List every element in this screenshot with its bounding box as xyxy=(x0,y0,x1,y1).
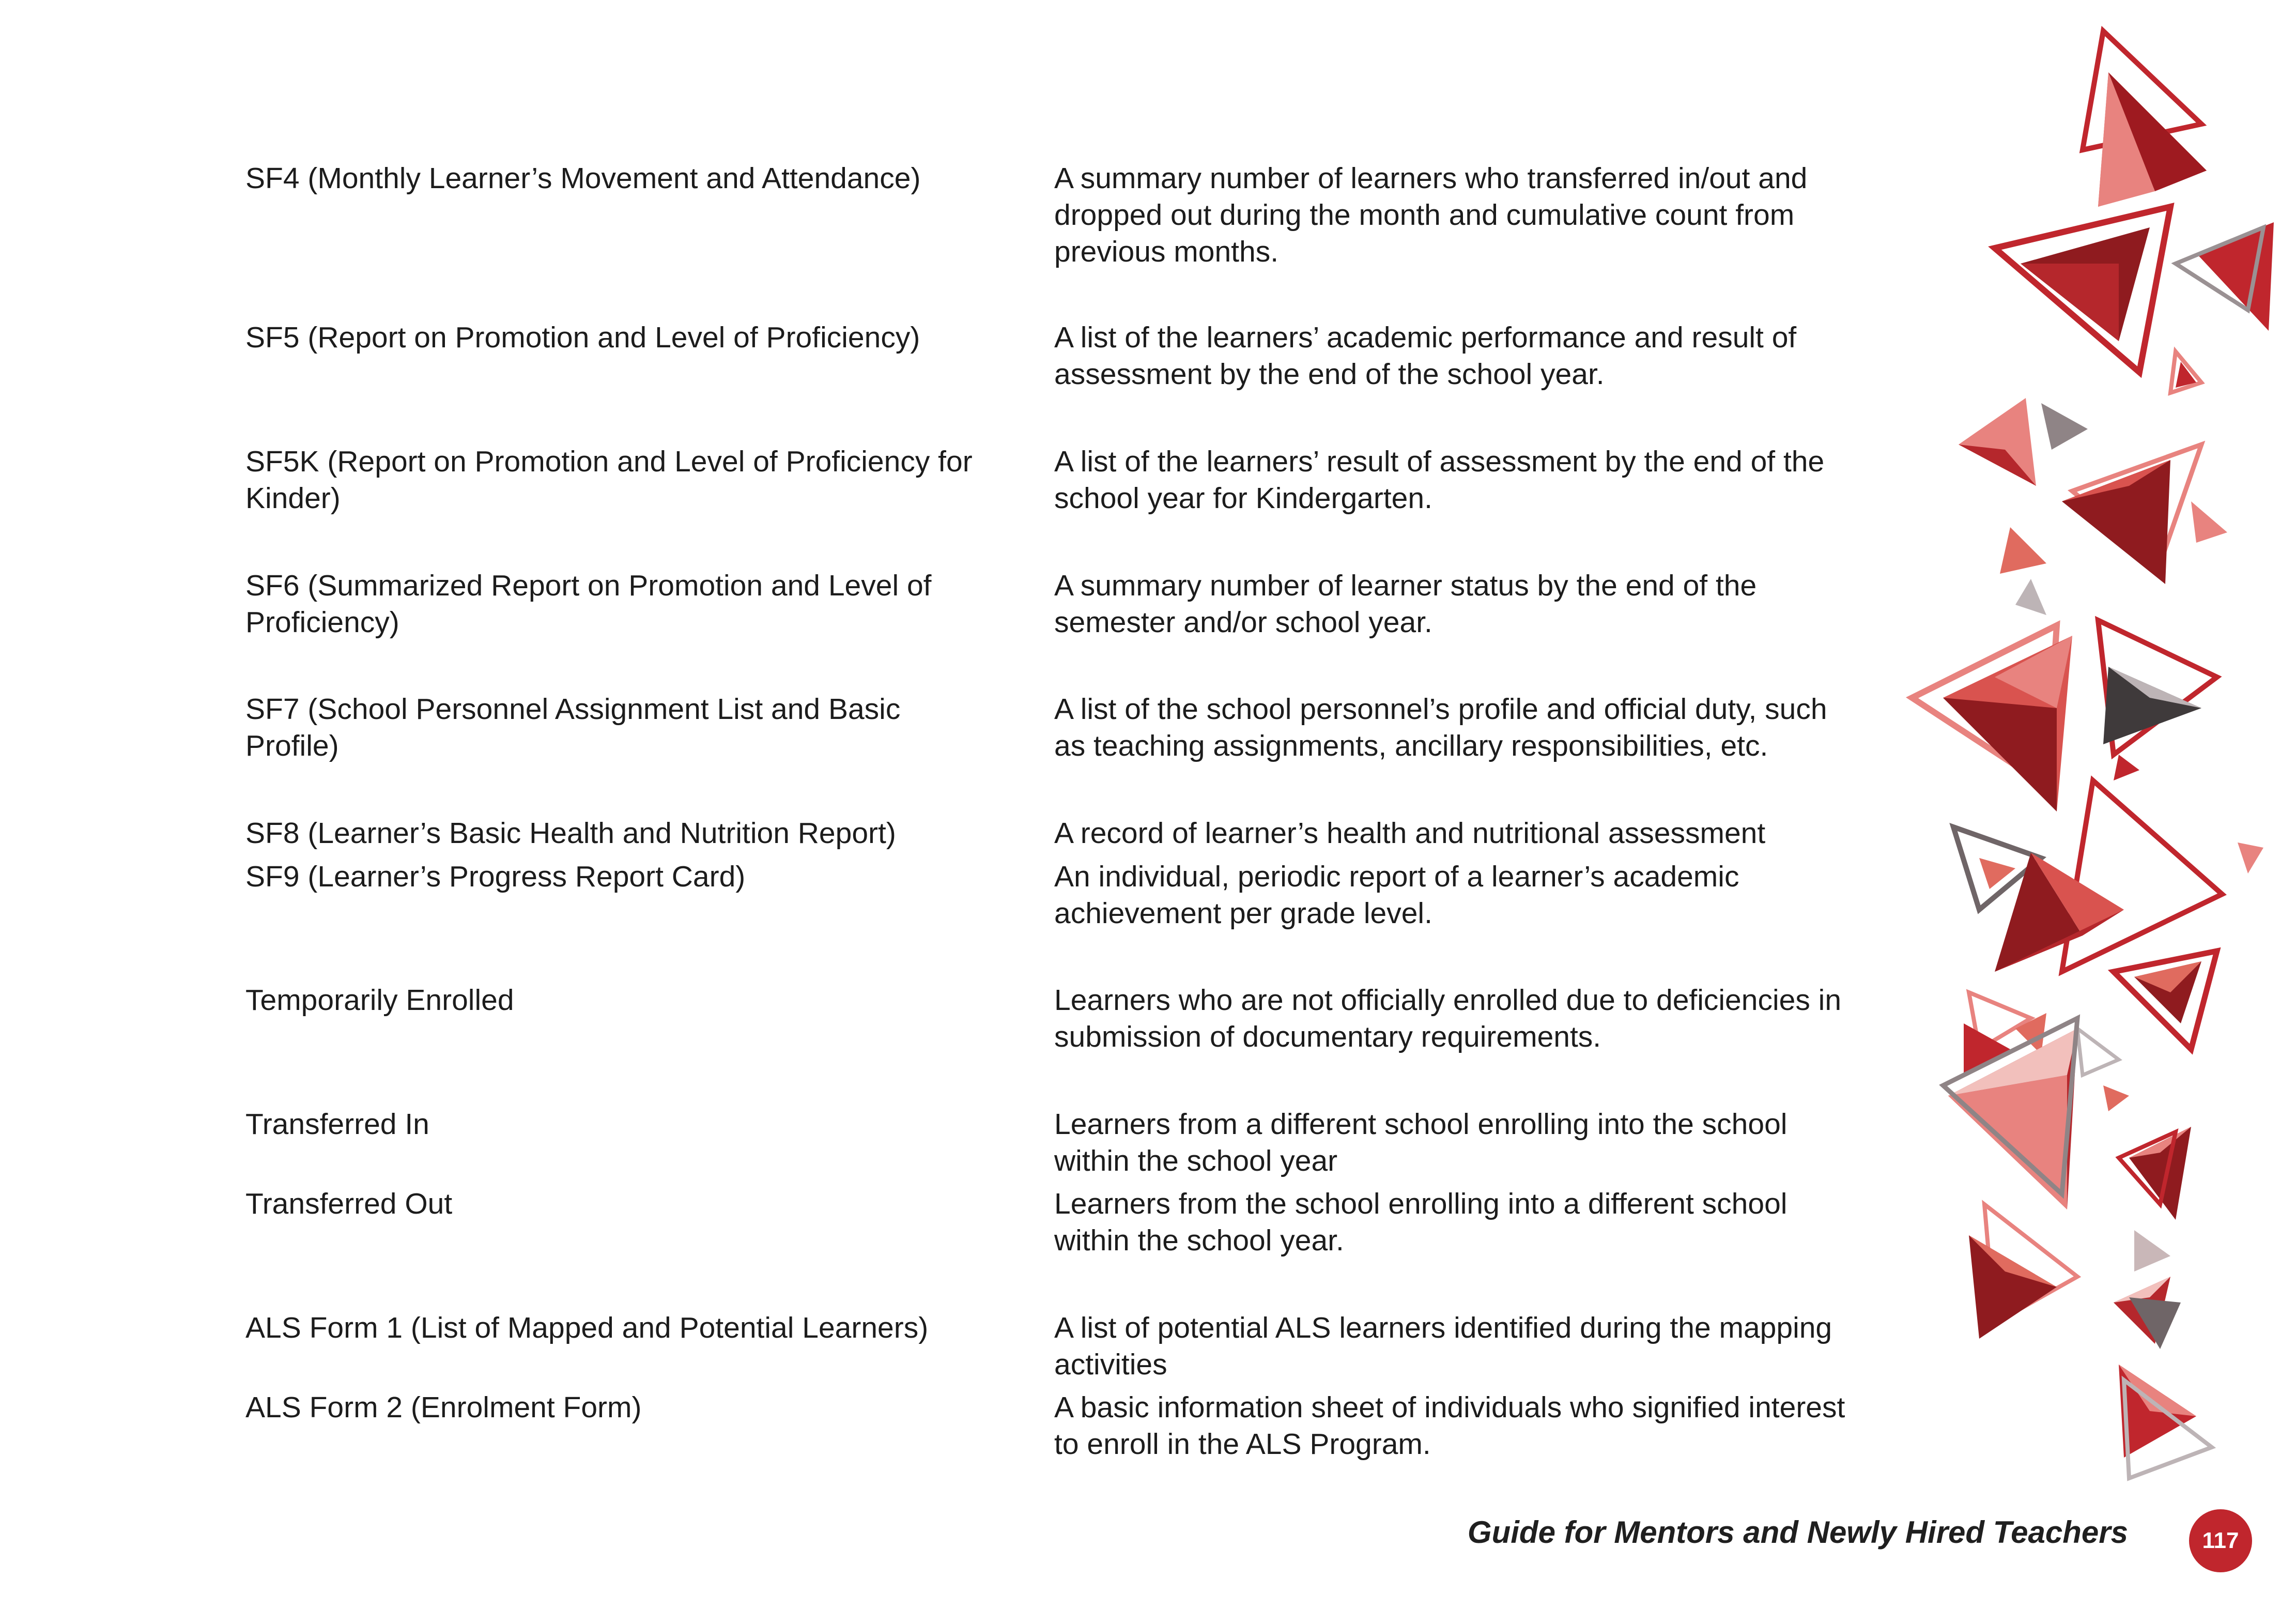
glossary-term: Transferred Out xyxy=(245,1187,453,1220)
glossary-term: SF7 (School Personnel Assignment List and Basic Profile) xyxy=(245,693,901,762)
triangle-cluster-lower xyxy=(1943,780,2263,1271)
glossary-term: SF6 (Summarized Report on Promotion and Level of Proficiency) xyxy=(245,569,932,639)
page-number-badge: 117 xyxy=(2189,1509,2252,1572)
glossary-definition: A list of the school personnel’s profile and official duty, such as teaching assignments, ancillary responsibilities, etc. xyxy=(1054,693,1827,762)
glossary-definition: A summary number of learners who transferred in/out and dropped out during the month and cumulative count from previous months. xyxy=(1054,162,1808,268)
glossary-term: Transferred In xyxy=(245,1108,429,1141)
triangle-cluster-bottom xyxy=(1969,1204,2212,1478)
glossary-definition: A list of the learners’ result of assessment by the end of the school year for Kindergarten. xyxy=(1054,445,1825,515)
glossary-definition: A list of the learners’ academic performance and result of assessment by the end of the school year. xyxy=(1054,321,1797,391)
glossary-definition: Learners from a different school enrolling into the school within the school year xyxy=(1054,1108,1788,1177)
glossary-definition: A basic information sheet of individuals who signified interest to enroll in the ALS Program. xyxy=(1054,1391,1845,1461)
glossary-definition: A record of learner’s health and nutritional assessment xyxy=(1054,817,1766,850)
glossary-definition: Learners from the school enrolling into a different school within the school year. xyxy=(1054,1187,1788,1257)
glossary-term: ALS Form 2 (Enrolment Form) xyxy=(245,1391,642,1424)
glossary-term: SF8 (Learner’s Basic Health and Nutrition Report) xyxy=(245,817,896,850)
red-triangle-pattern-icon xyxy=(1840,21,2296,1520)
glossary-definition: A summary number of learner status by the end of the semester and/or school year. xyxy=(1054,569,1757,639)
glossary-definition: Learners who are not officially enrolled due to deficiencies in submission of documentary requirements. xyxy=(1054,984,1842,1053)
glossary-term: SF5 (Report on Promotion and Level of Proficiency) xyxy=(245,321,920,354)
glossary-term: ALS Form 1 (List of Mapped and Potential Learners) xyxy=(245,1311,929,1344)
glossary-term: SF5K (Report on Promotion and Level of Proficiency for Kinder) xyxy=(245,445,973,515)
glossary-definition: An individual, periodic report of a learner’s academic achievement per grade level. xyxy=(1054,860,1739,930)
footer-title: Guide for Mentors and Newly Hired Teachers xyxy=(1467,1515,2128,1550)
glossary-term: SF9 (Learner’s Progress Report Card) xyxy=(245,860,746,893)
triangle-cluster-middle xyxy=(1912,398,2227,811)
glossary-term: Temporarily Enrolled xyxy=(245,984,514,1017)
glossary-definition: A list of potential ALS learners identified during the mapping activities xyxy=(1054,1311,1832,1381)
triangle-cluster-top xyxy=(1995,31,2274,393)
glossary-term: SF4 (Monthly Learner’s Movement and Attendance) xyxy=(245,162,921,195)
